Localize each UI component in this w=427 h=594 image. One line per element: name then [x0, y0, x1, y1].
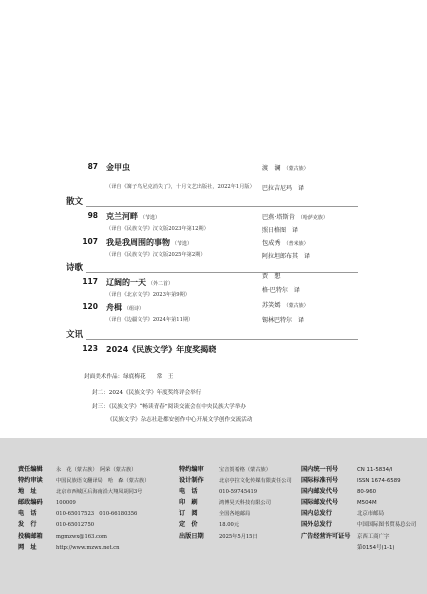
colophon-row	[301, 489, 416, 507]
entry-source: （译自《民族文学》汉文版2023年第12期）	[106, 226, 209, 232]
colophon-row	[179, 511, 292, 529]
colophon-value: 010-59745419	[219, 489, 258, 496]
colophon-row	[179, 523, 292, 540]
colophon-row	[179, 489, 292, 507]
colophon-label: 国际邮发代号	[301, 499, 339, 507]
colophon-label: 印 刷	[179, 499, 198, 507]
colophon-value: 永 花（蒙古族） 阿荣（蒙古族）	[56, 467, 137, 473]
section-header-poetry	[66, 261, 358, 273]
entry-translator: 阿拉坦郎布其 译	[262, 253, 311, 260]
entry-translator: 格·巴特尔 译	[262, 287, 300, 294]
cover-two-note: 封二：2024《民族文学》年度奖终评会举行	[92, 390, 202, 396]
section-divider	[86, 206, 358, 207]
colophon-label: 国外总发行	[301, 521, 332, 529]
colophon-row	[18, 523, 149, 540]
colophon-label: 责任编辑	[18, 466, 43, 473]
colophon-value[interactable]: mgmzwx@163.com	[56, 533, 107, 540]
entry-source: （译自《篝子鸟尼克消失了》，十月文艺出版社，2022年1月版）	[106, 184, 255, 190]
entry-title: 我是我周围的事物 （节选）	[106, 238, 193, 247]
colophon-panel	[0, 438, 427, 594]
colophon-row	[18, 489, 149, 507]
entry-title: 辽阔的一天 （外二首）	[106, 278, 174, 287]
colophon-label: 定 价	[179, 521, 198, 529]
colophon-value: ISSN 1674-6589	[357, 478, 401, 485]
colophon-row	[301, 523, 416, 540]
colophon-row	[301, 478, 416, 496]
colophon-label: 国际标准刊号	[301, 477, 339, 485]
entry-author: 巴燕·塔斯肯 （哈萨克族）	[262, 214, 328, 221]
entry-author: 苏笑嫣 （蒙古族）	[262, 302, 309, 309]
cover-three-note-2: 《民族文学》杂志社赴都安创作中心开展文学创作交流活动	[107, 417, 253, 423]
section-divider	[86, 272, 358, 273]
colophon-value: 宝音贺希格（蒙古族）	[219, 467, 271, 473]
colophon-row	[18, 478, 149, 496]
colophon-label: 国内邮发代号	[301, 488, 339, 496]
colophon-value: 010-65012750	[56, 522, 95, 529]
colophon-row	[301, 511, 417, 529]
section-header-prose	[66, 195, 358, 207]
section-header-news	[66, 328, 358, 340]
colophon-label: 国内统一刊号	[301, 466, 339, 473]
colophon-label: 出版日期	[179, 532, 204, 540]
colophon-value: 80-960	[357, 489, 377, 496]
colophon-value: 全国各地邮局	[219, 511, 251, 518]
colophon-value: 2025年5月15日	[219, 533, 258, 540]
colophon-value: 100009	[56, 500, 76, 507]
entry-author: 渡 澜 （蒙古族）	[262, 165, 309, 172]
entry-author: 包成秀 （普米族）	[262, 240, 309, 247]
section-divider	[86, 339, 358, 340]
colophon-label: 设计制作	[179, 477, 204, 485]
entry-translator: 巴拉吉尼玛 译	[262, 185, 305, 192]
colophon-label: 订 阅	[179, 510, 198, 518]
entry-source: （译自《北京文学》2023年第9期）	[106, 292, 190, 298]
colophon-row	[179, 467, 292, 485]
colophon-label: 发 行	[18, 521, 37, 529]
page-number: 87	[87, 162, 98, 171]
colophon-row	[301, 456, 416, 473]
colophon-column-registration	[301, 456, 417, 551]
colophon-label: 电 话	[179, 488, 198, 496]
entry-title: 金甲虫	[106, 163, 130, 172]
colophon-row	[18, 534, 149, 551]
entry-author: 贾 想	[262, 273, 281, 280]
colophon-value: 中国民族语文翻译局 哈 森（蒙古族）	[56, 478, 150, 485]
colophon-value: M504M	[357, 500, 377, 507]
section-title: 散文	[66, 197, 84, 207]
page-number: 117	[82, 277, 98, 286]
page-number: 107	[82, 237, 98, 246]
colophon-row	[18, 456, 149, 473]
colophon-value: CN 11-5834/I	[357, 467, 393, 473]
colophon-row	[18, 500, 149, 518]
colophon-row	[179, 478, 292, 496]
page-number: 98	[87, 211, 98, 220]
colophon-row	[18, 467, 150, 485]
colophon-row	[18, 511, 149, 529]
colophon-value: 北京亭拉文化传媒有限责任公司	[219, 478, 292, 485]
page-number: 123	[82, 344, 98, 353]
colophon-row	[301, 534, 416, 551]
colophon-label: 地 址	[18, 488, 37, 496]
colophon-value: 中国国际图书贸易总公司	[357, 522, 417, 529]
page-number: 120	[82, 302, 98, 311]
colophon-value[interactable]: http://www.mzwx.net.cn	[56, 544, 120, 551]
colophon-label: 国内总发行	[301, 510, 332, 518]
colophon-value: 010-65017523 010-66180356	[56, 511, 138, 518]
entry-title: 舟楫 （组诗）	[106, 303, 145, 312]
colophon-label: 电 话	[18, 510, 37, 518]
entry-source: （译自《边疆文学》2024年第11期）	[106, 317, 194, 323]
section-title: 文讯	[66, 330, 84, 340]
colophon-row	[179, 500, 292, 518]
cover-art-credit: 封面美术作品：绿底梅花 常 王	[84, 374, 174, 380]
section-title: 诗歌	[66, 263, 84, 273]
colophon-value: 第0154号(1-1)	[357, 544, 395, 551]
colophon-label: 网 址	[18, 543, 37, 551]
colophon-row	[301, 500, 416, 518]
entry-source: （译自《民族文学》汉文版2025年第2期）	[106, 252, 206, 258]
colophon-label: 特约审读	[18, 477, 43, 485]
colophon-value: 18.00元	[219, 522, 240, 529]
entry-title: 克兰河畔 （节选）	[106, 212, 161, 221]
colophon-label: 特约编审	[179, 466, 204, 473]
colophon-label: 投稿邮箱	[18, 532, 43, 540]
colophon-column-production	[179, 456, 292, 540]
colophon-value: 北京市西城区后海南沿大翔凤胡同3号	[56, 489, 143, 496]
colophon-value: 北京市邮局	[357, 511, 384, 518]
entry-title: 2024《民族文学》年度奖揭晓	[106, 345, 217, 354]
colophon-value: 京西工商广字	[357, 533, 390, 540]
colophon-row	[179, 456, 292, 473]
colophon-value: 鸿博昊天科技有限公司	[219, 500, 271, 507]
cover-three-note: 封三：《民族文学》“畅读青春”阅读交流会在中央民族大学举办	[92, 404, 246, 410]
colophon-label: 邮政编码	[18, 499, 43, 507]
entry-translator: 照日格图 译	[262, 227, 299, 234]
colophon-column-editorial	[18, 456, 150, 551]
colophon-row	[301, 467, 416, 485]
colophon-label: 广告经营许可证号	[301, 532, 351, 540]
entry-translator: 锡林巴特尔 译	[262, 317, 305, 324]
